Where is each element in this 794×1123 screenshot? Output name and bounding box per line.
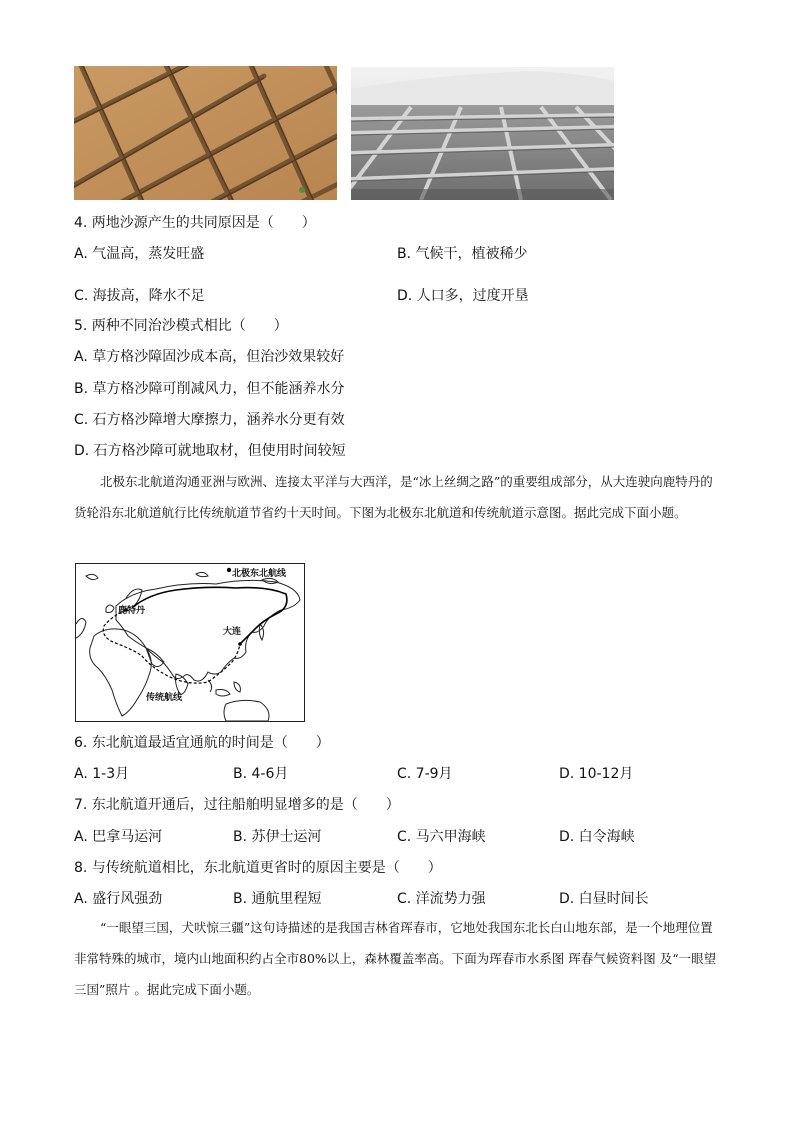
q5-option-c[interactable]: C. 石方格沙障增大摩擦力，涵养水分更有效 <box>74 412 345 428</box>
q6-option-a[interactable]: A. 1-3月 <box>74 766 130 782</box>
route-map <box>75 563 305 722</box>
q5-option-b[interactable]: B. 草方格沙障可削减风力，但不能涵养水分 <box>74 381 345 397</box>
q4-option-b[interactable]: B. 气候干，植被稀少 <box>397 246 528 262</box>
q4-stem: 4. 两地沙源产生的共同原因是（ ） <box>74 215 316 231</box>
q4-option-d[interactable]: D. 人口多，过度开垦 <box>397 288 529 304</box>
q6-option-d[interactable]: D. 10-12月 <box>559 766 634 782</box>
q6-option-b[interactable]: B. 4-6月 <box>233 766 289 782</box>
map-label-rotterdam: 鹿特丹 <box>118 606 146 616</box>
q7-option-b[interactable]: B. 苏伊士运河 <box>233 829 322 845</box>
q8-option-d[interactable]: D. 白昼时间长 <box>559 891 649 907</box>
stone-checkerboard-photo <box>351 67 614 200</box>
q4-option-a[interactable]: A. 气温高，蒸发旺盛 <box>74 246 205 262</box>
q8-option-a[interactable]: A. 盛行风强劲 <box>74 891 163 907</box>
map-label-traditional-route: 传统航线 <box>146 693 183 703</box>
passage-hunchun: “一眼望三国，犬吠惊三疆”这句诗描述的是我国吉林省珲春市，它地处我国东北长白山地东部，是一个地理位置非常特殊的城市，境内山地面积约占全市80%以上，森林覆盖率高。下面为珲春市水系图 珲春气候资料图 及“一眼望三国”照片 。据此完成下面小题。 <box>74 920 717 997</box>
passage-northeast-route: 北极东北航道沟通亚洲与欧洲、连接太平洋与大西洋，是“冰上丝绸之路”的重要组成部分，从大连驶向鹿特丹的货轮沿东北航道航行比传统航道节省约十天时间。下图为北极东北航道和传统航道示意图。据此完成下面小题。 <box>74 474 713 520</box>
map-label-dalian: 大连 <box>223 627 242 637</box>
q7-option-a[interactable]: A. 巴拿马运河 <box>74 829 163 845</box>
q8-option-b[interactable]: B. 通航里程短 <box>233 891 322 907</box>
q7-option-c[interactable]: C. 马六甲海峡 <box>397 829 486 845</box>
q7-stem: 7. 东北航道开通后，过往船舶明显增多的是（ ） <box>74 797 400 813</box>
q8-option-c[interactable]: C. 洋流势力强 <box>397 891 486 907</box>
q4-option-c[interactable]: C. 海拔高，降水不足 <box>74 288 205 304</box>
q6-stem: 6. 东北航道最适宜通航的时间是（ ） <box>74 735 330 751</box>
map-label-arctic-route: 北极东北航线 <box>232 569 287 579</box>
q7-option-d[interactable]: D. 白令海峡 <box>559 829 635 845</box>
straw-checkerboard-photo <box>74 66 337 200</box>
q5-option-a[interactable]: A. 草方格沙障固沙成本高，但治沙效果较好 <box>74 349 345 365</box>
q6-option-c[interactable]: C. 7-9月 <box>397 766 453 782</box>
q5-stem: 5. 两种不同治沙模式相比（ ） <box>74 318 288 334</box>
q8-stem: 8. 与传统航道相比，东北航道更省时的原因主要是（ ） <box>74 860 442 876</box>
q5-option-d[interactable]: D. 石方格沙障可就地取材，但使用时间较短 <box>74 443 346 459</box>
